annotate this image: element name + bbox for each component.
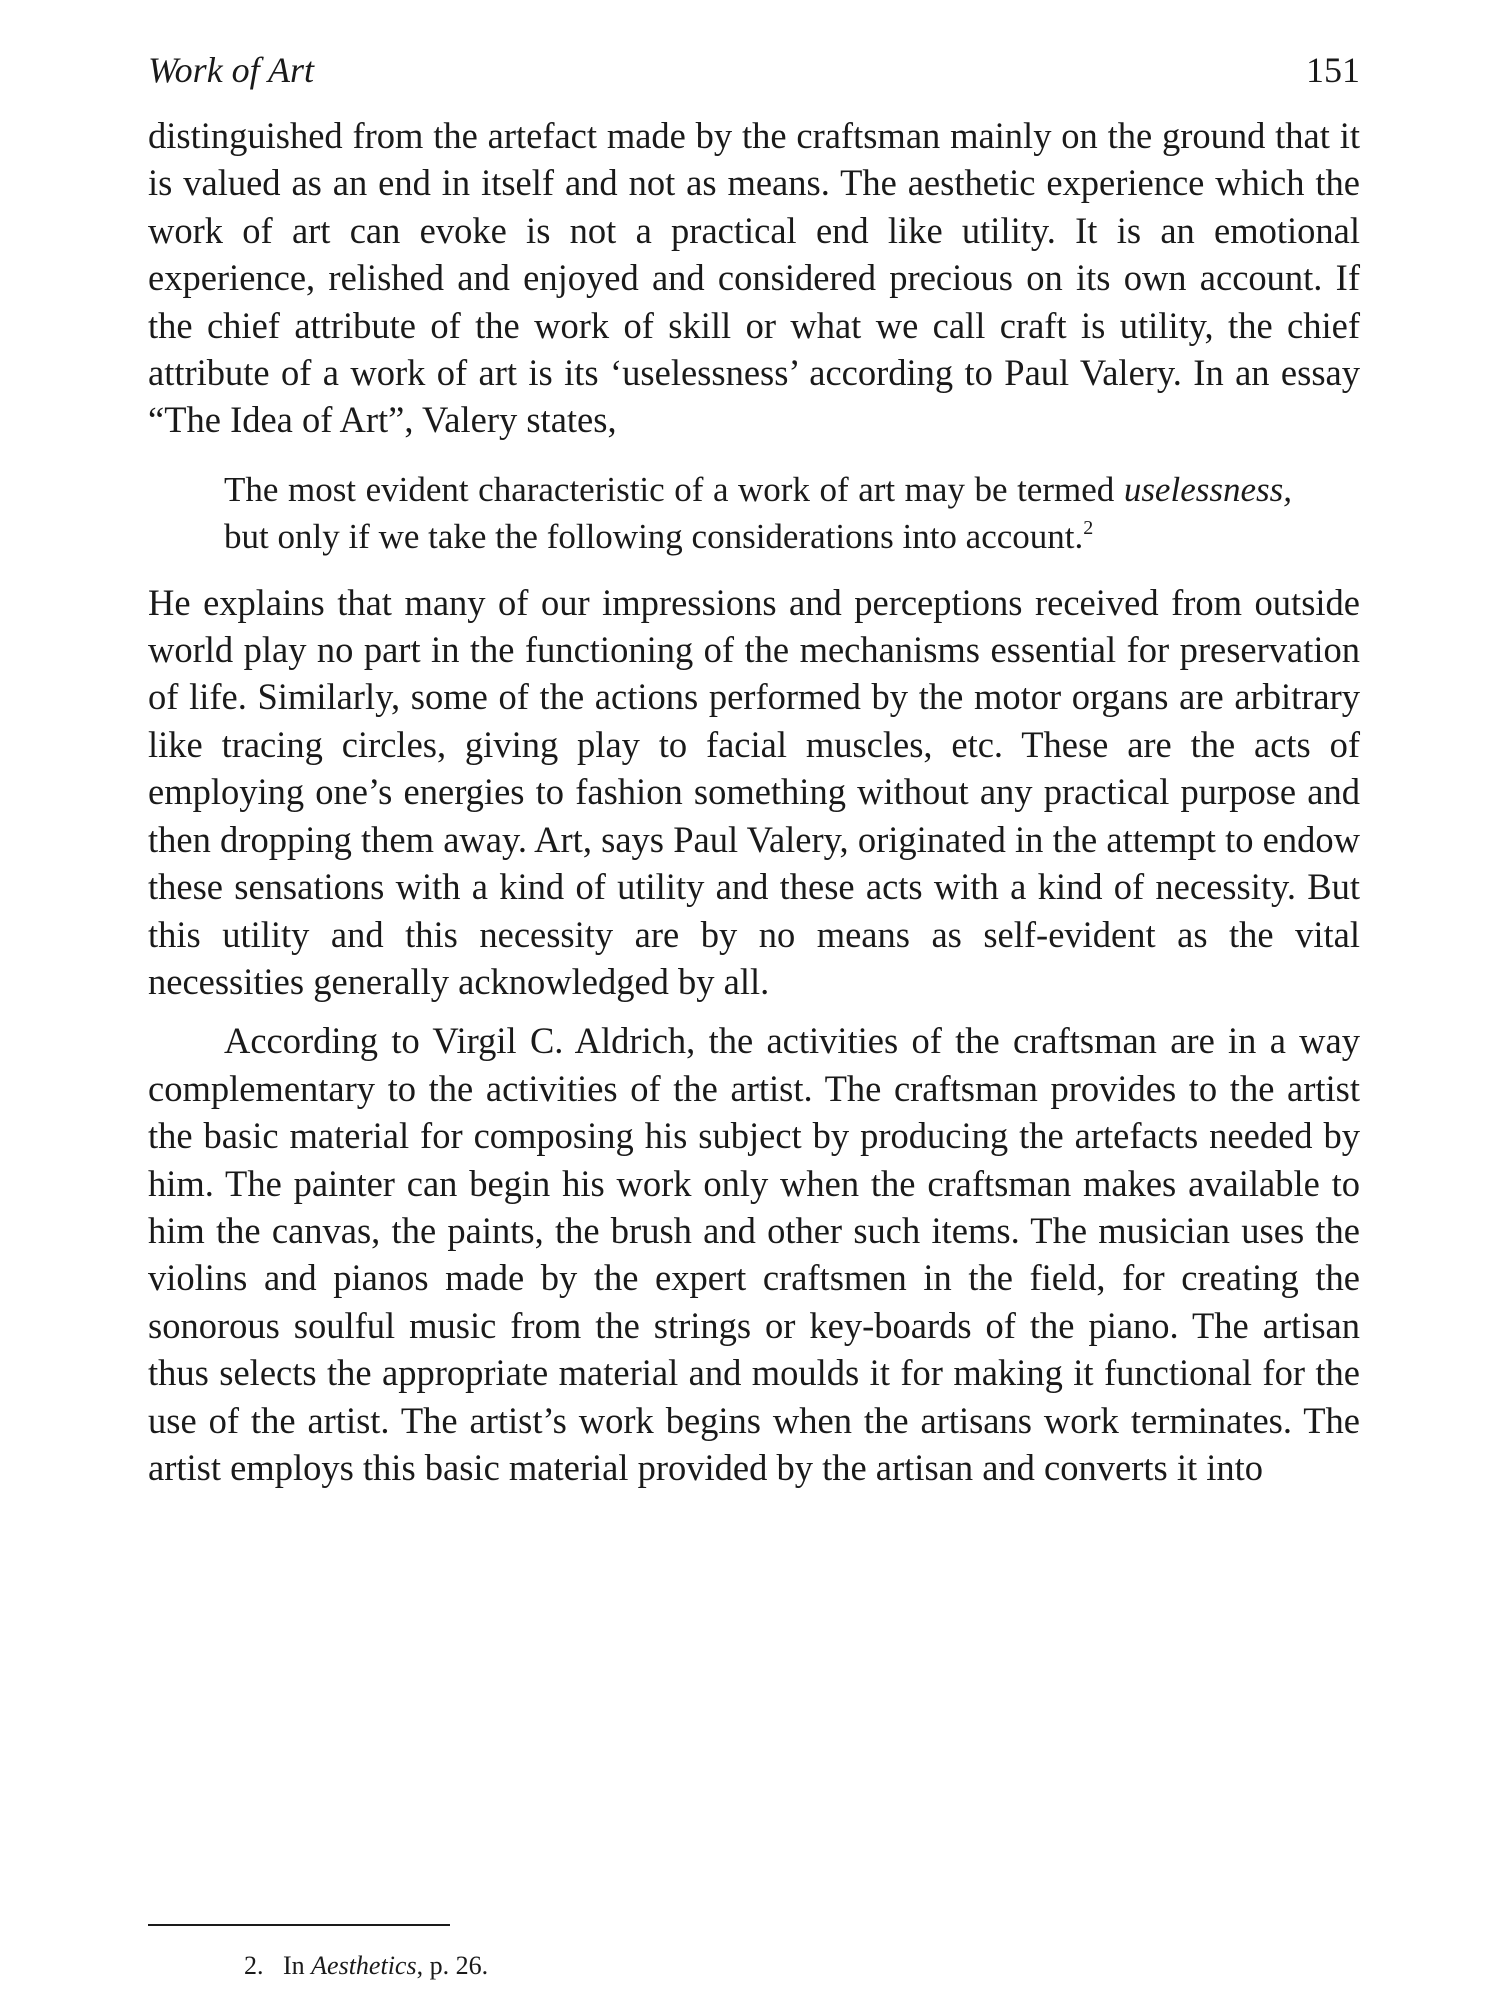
footnote-prefix: In [283, 1951, 312, 1980]
footnote-title: Aesthetics [311, 1951, 417, 1980]
quote-text-end: but only if we take the following considerations into account. [224, 517, 1084, 557]
quote-emphasis: uselessness, [1123, 469, 1292, 509]
block-quote [224, 466, 1292, 561]
footnote-marker: 2 [1083, 517, 1094, 540]
paragraph-gap [148, 1005, 1360, 1017]
paragraph-3: According to Virgil C. Aldrich, the activities of the craftsman are in a way complementary to the activities of the artist. The craftsman provides to the artist the basic material for composing his subject by producing the artefacts needed by him. The painter can begin his work only when the craftsman makes available to him the canvas, the paints, the brush and other such items. The musician uses the violins and pianos made by the expert craftsmen in the field, for creating the sonorous soulful music from the strings or key-boards of the piano. The artisan thus selects the appropriate material and moulds it for making it functional for the use of the artist. The artist’s work begins when the artisans work terminates. The artist employs this basic material provided by the artisan and converts it into [148, 1020, 1360, 1488]
page-header [148, 48, 1360, 92]
footnote-suffix: , p. 26. [416, 1951, 489, 1980]
footnote-number: 2. [244, 1951, 264, 1980]
paragraph-1: distinguished from the artefact made by the craftsman mainly on the ground that it is valued as an end in itself and not as means. The aesthetic experience which the work of art can evoke is not a practical end like utility. It is an emotional experience, relished and enjoyed and considered precious on its own account. If the chief attribute of the work of skill or what we call craft is utility, the chief attribute of a work of art is its ‘uselessness’ according to Paul Valery. In an essay “The Idea of Art”, Valery states, [148, 115, 1360, 441]
footnote [244, 1950, 488, 1982]
footnote-rule [148, 1924, 450, 1926]
page-number: 151 [1306, 50, 1360, 90]
quote-text-start: The most evident characteristic of a work of art may be termed [224, 469, 1124, 509]
running-head: Work of Art [148, 50, 315, 90]
paragraph-2: He explains that many of our impressions and perceptions received from outside world play no part in the functioning of the mechanisms essential for preservation of life. Similarly, some of the actions performed by the motor organs are arbitrary like tracing circles, giving play to facial muscles, etc. These are the acts of employing one’s energies to fashion something without any practical purpose and then dropping them away. Art, says Paul Valery, originated in the attempt to endow these sensations with a kind of utility and these acts with a kind of necessity. But this utility and this necessity are by no means as self-evident as the vital necessities generally acknowledged by all. [148, 581, 1360, 1002]
body-text [148, 112, 1360, 1491]
